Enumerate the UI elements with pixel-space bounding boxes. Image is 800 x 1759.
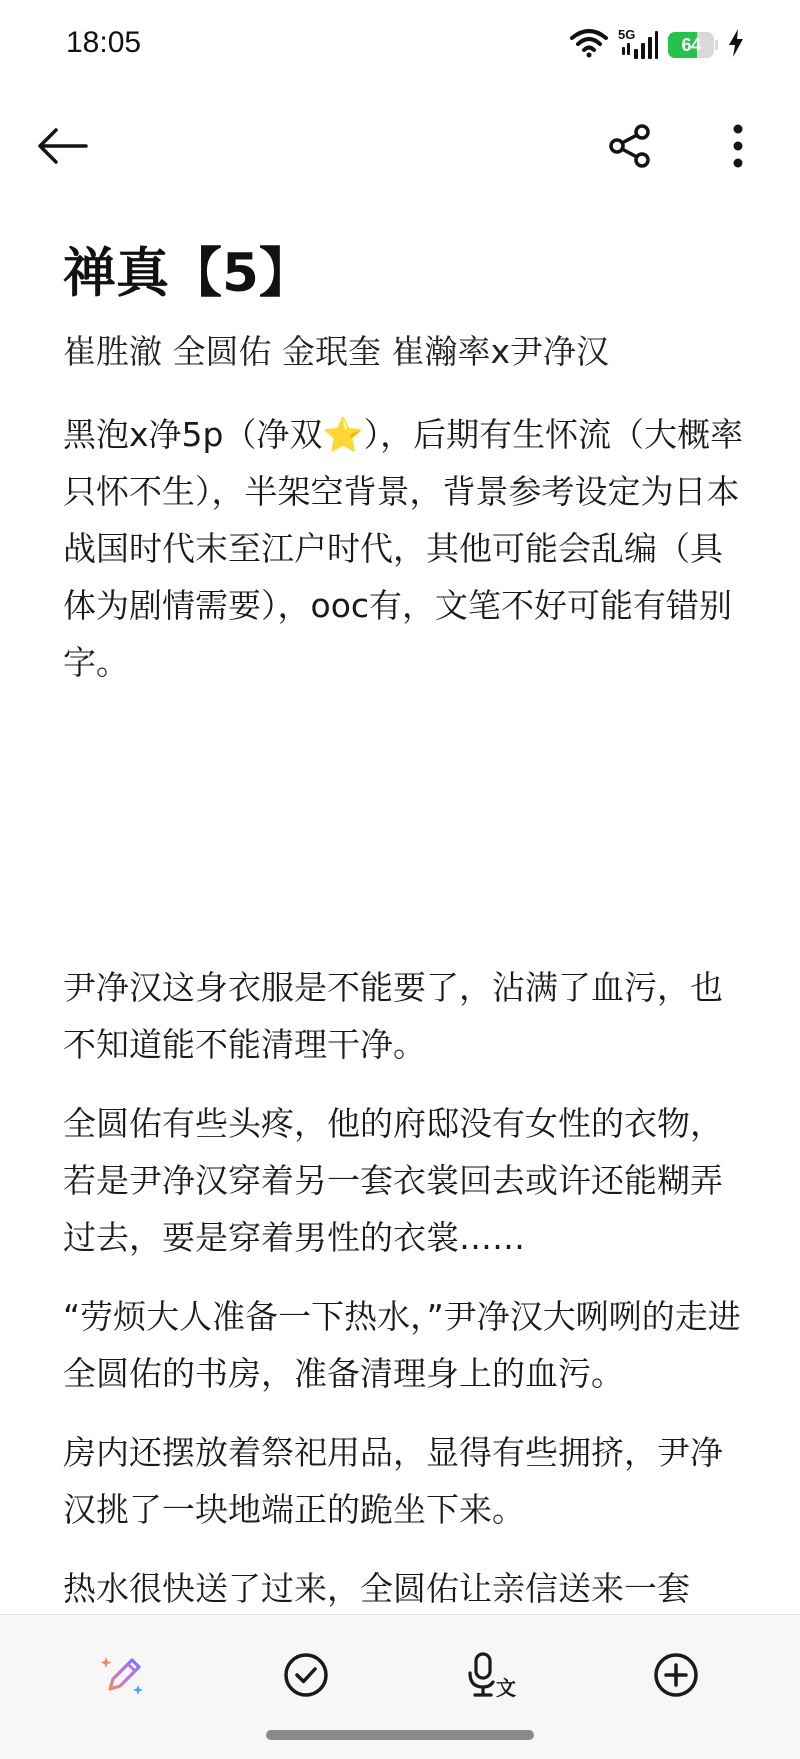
wifi-icon (570, 28, 608, 62)
battery-icon (668, 32, 714, 58)
more-vert-icon (732, 124, 744, 172)
note-body[interactable] (63, 236, 747, 1617)
network-type: 5G (618, 27, 636, 42)
voice-to-text-icon (466, 1651, 518, 1703)
story-paragraph[interactable]: 房内还摆放着祭祀用品，显得有些拥挤，尹净汉挑了一块地端正的跪坐下来。 (63, 1433, 723, 1529)
svg-text:文: 文 (496, 1676, 516, 1699)
battery-nub (715, 40, 718, 50)
star-emoji: ⭐ (322, 415, 364, 454)
note-tags-line[interactable]: 崔胜澈 全圆佑 金珉奎 崔瀚率x尹净汉 (63, 332, 609, 371)
add-button[interactable] (644, 1645, 708, 1709)
status-icons (570, 28, 744, 62)
back-arrow-icon (36, 126, 88, 170)
charging-icon (728, 29, 744, 61)
story-paragraph[interactable]: 全圆佑有些头疼，他的府邸没有女性的衣物，若是尹净汉穿着另一套衣裳回去或许还能糊弄过去，要是穿着男性的衣裳…… (63, 1104, 723, 1257)
ai-write-button[interactable] (92, 1645, 156, 1709)
ai-pen-icon (100, 1651, 148, 1703)
battery-level: 64 (681, 34, 701, 55)
voice-to-text-button[interactable] (460, 1645, 524, 1709)
intro-text-after-star: ），后期有生怀流（大概率只怀不生），半架空背景，背景参考设定为日本战国时代末至江户时代，其他可能会乱编（具体为剧情需要），ooc有，文笔不好可能有错别字。 (63, 415, 744, 682)
back-button[interactable] (30, 116, 94, 180)
top-app-bar (0, 100, 800, 194)
status-bar (0, 0, 800, 90)
signal-icon (618, 29, 658, 61)
checklist-button[interactable] (274, 1645, 338, 1709)
story-paragraph[interactable]: 尹净汉这身衣服是不能要了，沾满了血污，也不知道能不能清理干净。 (63, 968, 723, 1064)
status-time: 18:05 (66, 26, 142, 59)
note-title[interactable]: 禅真【5】 (63, 243, 312, 304)
add-icon (652, 1651, 700, 1703)
share-icon (607, 123, 653, 173)
more-options-button[interactable] (706, 116, 770, 180)
share-button[interactable] (598, 116, 662, 180)
story-paragraph[interactable]: “劳烦大人准备一下热水，”尹净汉大咧咧的走进全圆佑的书房，准备清理身上的血污。 (63, 1297, 741, 1393)
blank-space (63, 691, 747, 959)
note-intro[interactable] (63, 406, 747, 691)
intro-text-before-star: 黑泡x净5p（净双 (63, 415, 323, 454)
home-indicator[interactable] (266, 1730, 534, 1740)
story-paragraph[interactable]: 热水很快送了过来，全圆佑让亲信送来一套 (63, 1569, 690, 1608)
checklist-icon (282, 1651, 330, 1703)
